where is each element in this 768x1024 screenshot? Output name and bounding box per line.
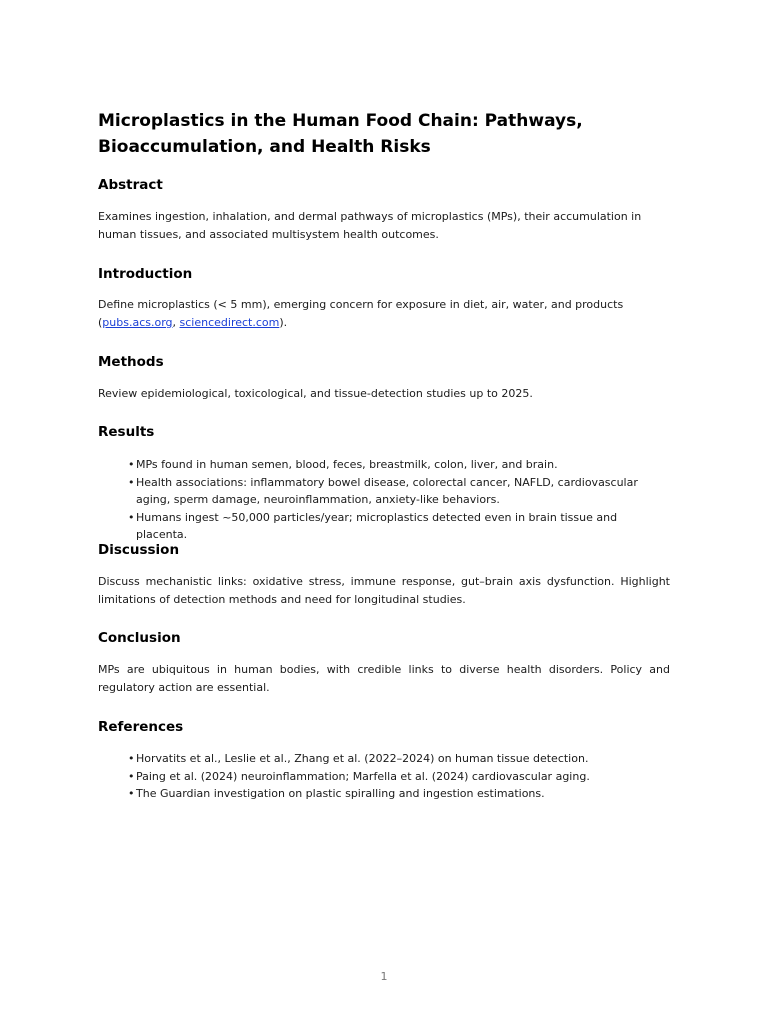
bullet-glyph: • — [128, 475, 135, 489]
conclusion-text: MPs are ubiquitous in human bodies, with credible links to diverse health disorders. Policy and regulatory action are essential. — [98, 663, 670, 694]
abstract-heading: Abstract — [98, 177, 163, 193]
bullet-glyph: • — [128, 787, 135, 800]
reference-item-text: The Guardian investigation on plastic spiralling and ingestion estimations. — [136, 787, 545, 800]
bullet-glyph: • — [128, 458, 135, 471]
introduction-text — [98, 296, 670, 332]
bullet-glyph: • — [128, 510, 135, 524]
abstract-text: Examines ingestion, inhalation, and dermal pathways of microplastics (MPs), their accumulation in human tissues, and associated multisystem health outcomes. — [98, 210, 642, 241]
discussion-heading: Discussion — [98, 542, 180, 558]
page-number: 1 — [380, 970, 388, 983]
bullet-glyph: • — [128, 769, 135, 783]
reference-item-text: Paing et al. (2024) neuroinflammation; Marfella et al. (2024) cardiovascular aging. — [136, 769, 590, 783]
reference-item — [128, 785, 670, 803]
references-heading: References — [98, 719, 184, 735]
introduction-link-separator: , — [172, 316, 180, 329]
results-list-item — [128, 474, 670, 509]
references-list — [128, 750, 670, 803]
results-item-text: Health associations: inflammatory bowel disease, colorectal cancer, NAFLD, cardiovascular aging, sperm damage, neuroinflammation, anxiety-like behaviors. — [136, 475, 638, 506]
results-list-item — [128, 456, 670, 474]
conclusion-heading: Conclusion — [98, 630, 181, 646]
reference-item — [128, 750, 670, 768]
results-list — [128, 456, 670, 544]
bullet-glyph: • — [128, 752, 135, 765]
results-heading: Results — [98, 424, 155, 440]
reference-item-text: Horvatits et al., Leslie et al., Zhang et al. (2022–2024) on human tissue detection. — [136, 752, 589, 765]
discussion-text: Discuss mechanistic links: oxidative stress, immune response, gut–brain axis dysfunction. Highlight limitations of detection methods and need for longitudinal studies. — [98, 575, 670, 606]
results-item-text: MPs found in human semen, blood, feces, breastmilk, colon, liver, and brain. — [136, 458, 558, 471]
reference-item — [128, 768, 670, 786]
introduction-text-after: ). — [279, 316, 288, 329]
pubs-acs-link[interactable]: pubs.acs.org — [102, 316, 173, 329]
methods-text: Review epidemiological, toxicological, and tissue-detection studies up to 2025. — [98, 387, 533, 400]
methods-heading: Methods — [98, 354, 164, 370]
introduction-heading: Introduction — [98, 266, 193, 282]
introduction-text-before: Define microplastics (< 5 mm), emerging concern for exposure in diet, air, water, and products ( — [98, 298, 624, 329]
sciencedirect-link[interactable]: sciencedirect.com — [179, 316, 280, 329]
results-list-item — [128, 509, 670, 544]
results-item-text: Humans ingest ~50,000 particles/year; microplastics detected even in brain tissue and placenta. — [136, 510, 618, 541]
paper-title: Microplastics in the Human Food Chain: Pathways, Bioaccumulation, and Health Risks — [98, 111, 583, 157]
